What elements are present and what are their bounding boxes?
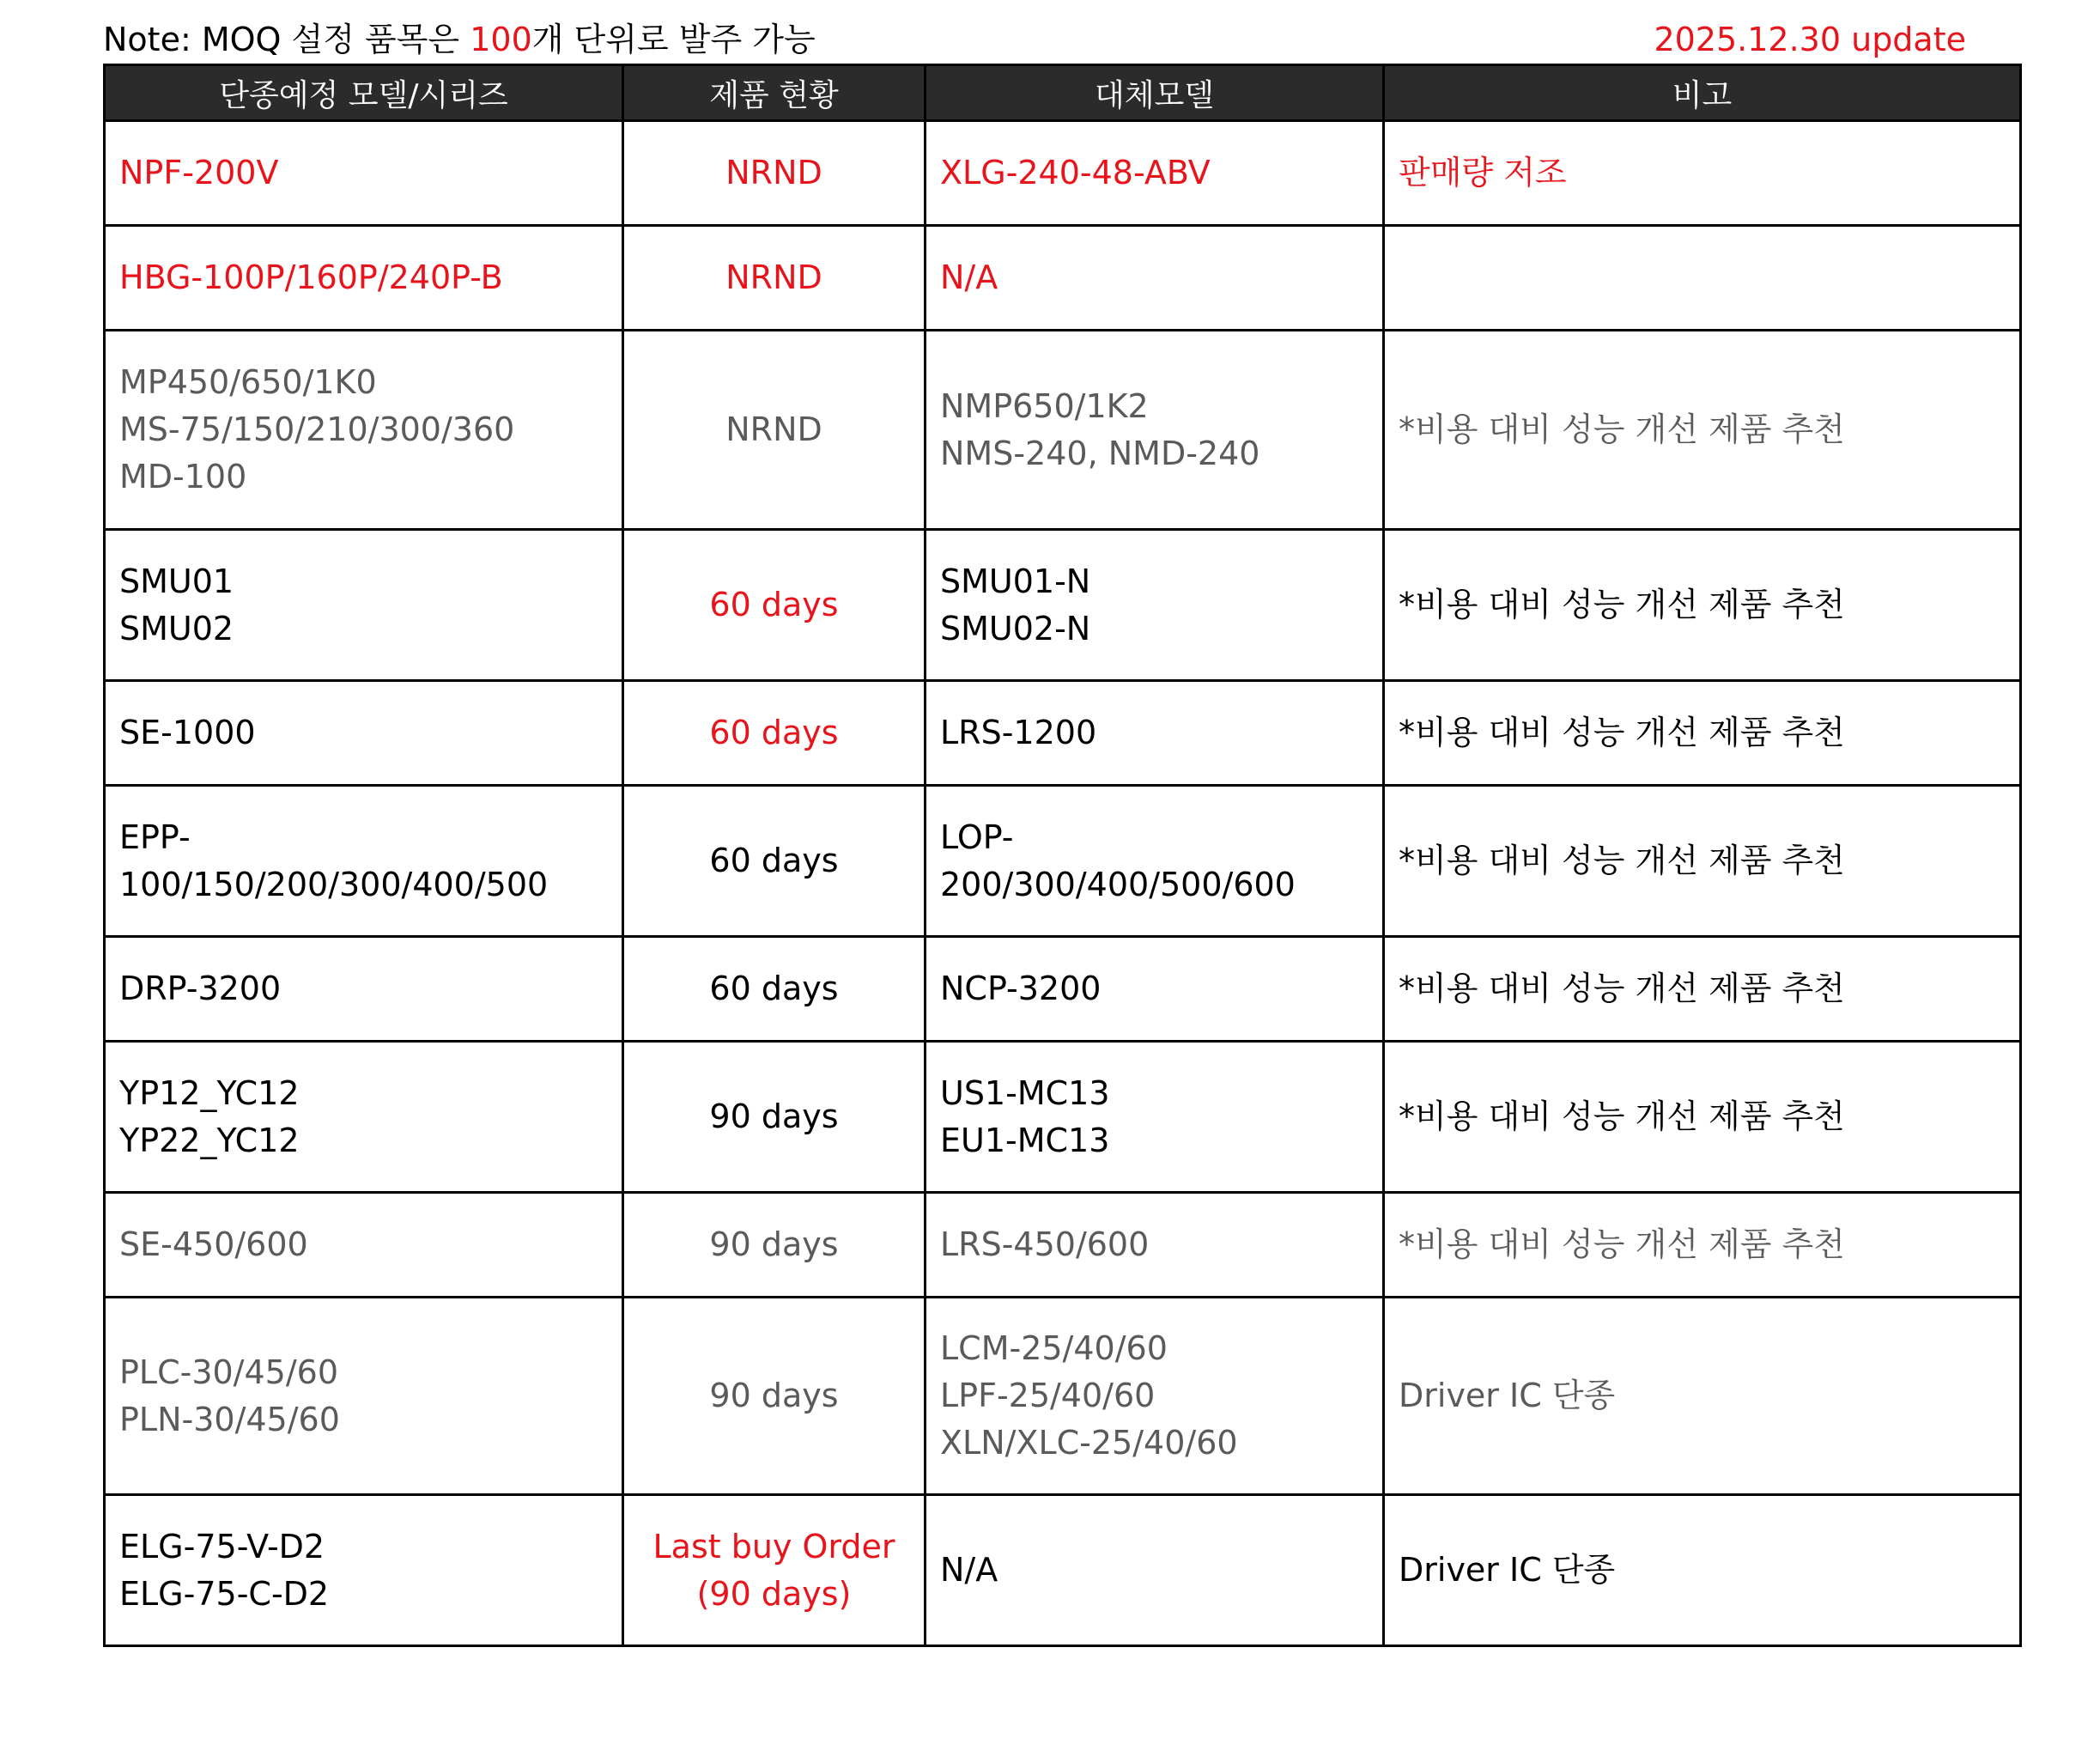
model-line: MS-75/150/210/300/360	[119, 410, 515, 448]
header-replacement: 대체모델	[926, 65, 1384, 121]
replacement-line: LRS-1200	[940, 714, 1097, 751]
model-cell	[105, 1298, 623, 1495]
remark-cell	[1384, 331, 2021, 530]
remark-cell	[1384, 681, 2021, 786]
remark-cell	[1384, 786, 2021, 937]
status-cell	[623, 226, 926, 331]
status-cell	[623, 1298, 926, 1495]
header-status: 제품 현황	[623, 65, 926, 121]
status-line: 60 days	[709, 586, 839, 623]
model-line: ELG-75-V-D2	[119, 1527, 325, 1565]
replacement-line: 200/300/400/500/600	[940, 865, 1296, 903]
replacement-line: NMS-240, NMD-240	[940, 434, 1260, 472]
replacement-line: LCM-25/40/60	[940, 1329, 1168, 1367]
remark-line: *비용 대비 성능 개선 제품 추천	[1399, 1225, 1845, 1263]
table-row	[105, 786, 2021, 937]
replacement-line: N/A	[940, 1551, 998, 1589]
header-remark: 비고	[1384, 65, 2021, 121]
remark-cell	[1384, 1495, 2021, 1646]
remark-cell	[1384, 1193, 2021, 1298]
table-row	[105, 1042, 2021, 1193]
status-line: (90 days)	[696, 1574, 852, 1613]
status-line: 60 days	[709, 842, 839, 879]
replacement-line: SMU01-N	[940, 562, 1091, 600]
moq-note-suffix: 개 단위로 발주 가능	[531, 21, 816, 58]
remark-line: *비용 대비 성능 개선 제품 추천	[1399, 970, 1845, 1007]
table-row	[105, 937, 2021, 1042]
model-cell	[105, 786, 623, 937]
model-cell	[105, 1042, 623, 1193]
remark-cell	[1384, 121, 2021, 226]
status-cell	[623, 1042, 926, 1193]
remark-line: *비용 대비 성능 개선 제품 추천	[1399, 714, 1845, 751]
status-cell	[623, 530, 926, 681]
model-line: YP22_YC12	[119, 1121, 300, 1159]
replacement-line: NCP-3200	[940, 970, 1102, 1007]
model-line: PLN-30/45/60	[119, 1400, 340, 1438]
remark-line: *비용 대비 성능 개선 제품 추천	[1399, 842, 1845, 879]
status-cell	[623, 681, 926, 786]
replacement-cell	[926, 226, 1384, 331]
model-line: PLC-30/45/60	[119, 1353, 338, 1391]
status-cell	[623, 121, 926, 226]
remark-line: *비용 대비 성능 개선 제품 추천	[1399, 1097, 1845, 1135]
replacement-cell	[926, 331, 1384, 530]
status-line: NRND	[725, 258, 822, 296]
status-line: NRND	[725, 154, 822, 192]
table-row	[105, 681, 2021, 786]
status-cell	[623, 786, 926, 937]
status-cell	[623, 331, 926, 530]
model-line: SMU02	[119, 609, 234, 647]
update-date: 2025.12.30 update	[1654, 21, 1966, 58]
table-header-row	[105, 65, 2021, 121]
model-line: YP12_YC12	[119, 1073, 300, 1112]
remark-cell	[1384, 1298, 2021, 1495]
model-line: DRP-3200	[119, 970, 282, 1007]
header-model: 단종예정 모델/시리즈	[105, 65, 623, 121]
model-line: SE-450/600	[119, 1225, 308, 1263]
status-line: 60 days	[709, 714, 839, 751]
model-line: ELG-75-C-D2	[119, 1574, 330, 1613]
status-cell	[623, 1495, 926, 1646]
model-line: HBG-100P/160P/240P-B	[119, 258, 503, 296]
model-line: SMU01	[119, 562, 234, 600]
table-row	[105, 1193, 2021, 1298]
discontinued-models-table	[103, 64, 2022, 1647]
status-line: Last buy Order	[652, 1527, 895, 1565]
status-line: 90 days	[709, 1225, 839, 1263]
model-cell	[105, 937, 623, 1042]
model-line: NPF-200V	[119, 154, 279, 192]
replacement-line: LRS-450/600	[940, 1225, 1150, 1263]
remark-cell	[1384, 1042, 2021, 1193]
replacement-cell	[926, 1193, 1384, 1298]
status-line: 60 days	[709, 970, 839, 1007]
remark-line: *비용 대비 성능 개선 제품 추천	[1399, 410, 1845, 448]
replacement-line: LOP-	[940, 818, 1014, 856]
status-line: NRND	[725, 410, 822, 448]
status-line: 90 days	[709, 1377, 839, 1414]
replacement-line: US1-MC13	[940, 1073, 1110, 1112]
model-line: 100/150/200/300/400/500	[119, 865, 549, 903]
remark-cell	[1384, 226, 2021, 331]
replacement-cell	[926, 1042, 1384, 1193]
replacement-cell	[926, 530, 1384, 681]
model-cell	[105, 331, 623, 530]
replacement-line: N/A	[940, 258, 998, 296]
replacement-line: XLG-240-48-ABV	[940, 154, 1211, 192]
replacement-cell	[926, 1495, 1384, 1646]
remark-line: *비용 대비 성능 개선 제품 추천	[1399, 586, 1845, 623]
replacement-line: EU1-MC13	[940, 1121, 1110, 1159]
moq-note-prefix: Note: MOQ 설정 품목은	[103, 21, 470, 58]
remark-line: Driver IC 단종	[1399, 1551, 1616, 1589]
replacement-cell	[926, 681, 1384, 786]
moq-note	[103, 15, 816, 64]
replacement-cell	[926, 121, 1384, 226]
model-line: MP450/650/1K0	[119, 363, 377, 401]
model-line: EPP-	[119, 818, 191, 856]
table-body	[105, 121, 2021, 1646]
status-line: 90 days	[709, 1097, 839, 1135]
note-header	[103, 15, 1966, 64]
table-row	[105, 1298, 2021, 1495]
model-line: SE-1000	[119, 714, 256, 751]
table-row	[105, 530, 2021, 681]
replacement-cell	[926, 937, 1384, 1042]
table-row	[105, 121, 2021, 226]
table-row	[105, 331, 2021, 530]
replacement-line: XLN/XLC-25/40/60	[940, 1424, 1238, 1462]
status-cell	[623, 1193, 926, 1298]
model-cell	[105, 121, 623, 226]
model-cell	[105, 1193, 623, 1298]
model-line: MD-100	[119, 458, 247, 495]
remark-line: 판매량 저조	[1399, 154, 1567, 192]
status-cell	[623, 937, 926, 1042]
model-cell	[105, 530, 623, 681]
replacement-line: SMU02-N	[940, 609, 1091, 647]
remark-cell	[1384, 937, 2021, 1042]
model-cell	[105, 1495, 623, 1646]
model-cell	[105, 226, 623, 331]
replacement-line: LPF-25/40/60	[940, 1377, 1156, 1414]
table-row	[105, 1495, 2021, 1646]
replacement-cell	[926, 1298, 1384, 1495]
moq-note-qty: 100	[470, 21, 532, 58]
replacement-cell	[926, 786, 1384, 937]
remark-line: Driver IC 단종	[1399, 1377, 1616, 1414]
replacement-line: NMP650/1K2	[940, 386, 1149, 425]
table-row	[105, 226, 2021, 331]
model-cell	[105, 681, 623, 786]
remark-cell	[1384, 530, 2021, 681]
